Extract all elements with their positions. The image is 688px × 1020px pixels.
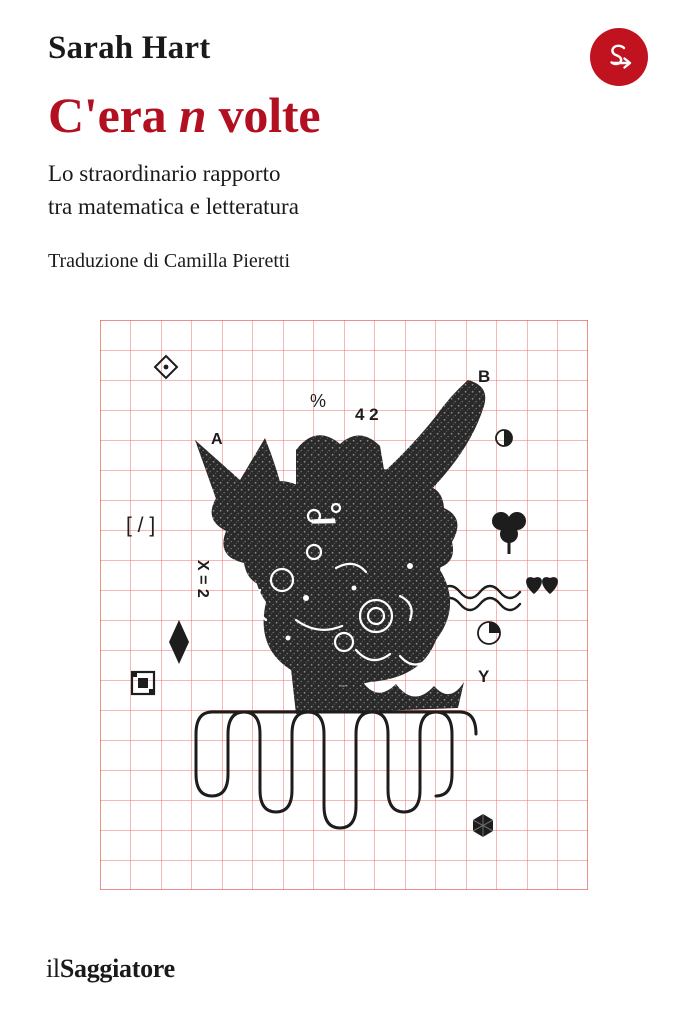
publisher-name: Saggiatore [59, 954, 175, 983]
cover-illustration [100, 320, 588, 890]
book-title [48, 86, 320, 144]
number-forty-two-symbol: 4 2 [355, 405, 379, 424]
subtitle-line-1: Lo straordinario rapporto [48, 161, 281, 186]
book-subtitle [48, 158, 299, 223]
letter-b-symbol: B [478, 367, 491, 386]
publisher-wordmark [46, 954, 175, 984]
svg-text:X = 2: X = 2 [194, 560, 211, 598]
title-part-two: volte [206, 87, 321, 143]
title-italic-n: n [178, 87, 207, 143]
letter-a-symbol: A [211, 431, 223, 448]
translator-credit: Traduzione di Camilla Pieretti [48, 250, 291, 272]
letter-y-symbol: Y [478, 667, 490, 686]
percent-symbol: % [310, 391, 327, 411]
equation-x-equals-two-symbol [194, 560, 211, 598]
bracket-slash-symbol: [ / ] [126, 514, 156, 537]
publisher-prefix: il [46, 954, 60, 983]
title-part-one: C'era [48, 87, 179, 143]
author-name: Sarah Hart [48, 30, 211, 66]
subtitle-line-2: tra matematica e letteratura [48, 193, 299, 219]
publisher-logo-icon [590, 28, 648, 86]
